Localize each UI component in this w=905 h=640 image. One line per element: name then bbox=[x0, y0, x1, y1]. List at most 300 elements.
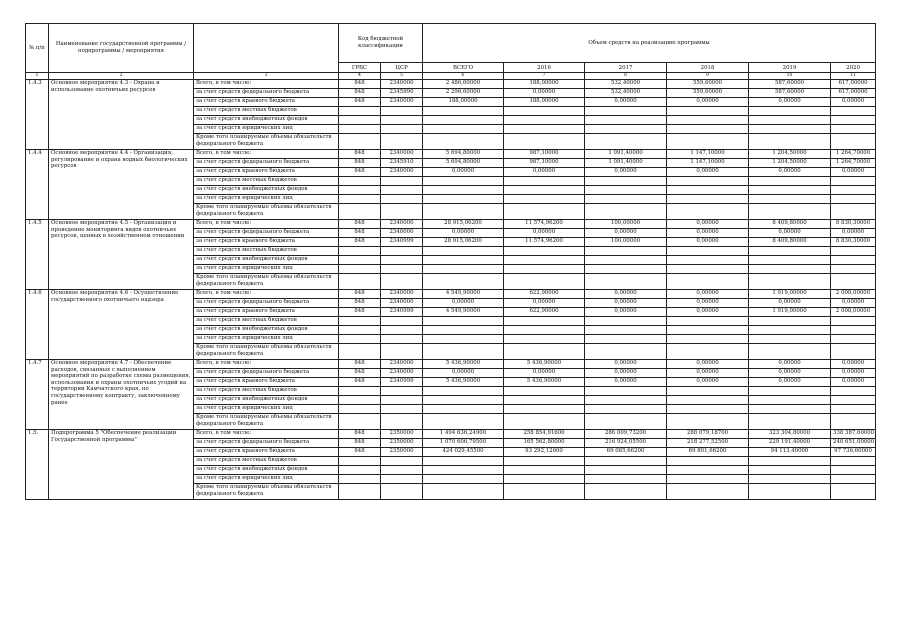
year-value: 0,00000 bbox=[585, 168, 667, 177]
empty-cell bbox=[831, 274, 876, 290]
grbs-code: 848 bbox=[339, 299, 381, 308]
funding-source-label: за счет средств юридических лиц bbox=[194, 265, 339, 274]
col-index: 7 bbox=[504, 73, 585, 80]
col-index: 6 bbox=[423, 73, 504, 80]
empty-cell bbox=[667, 247, 749, 256]
grbs-code: 848 bbox=[339, 168, 381, 177]
year-value: 987,10000 bbox=[504, 159, 585, 168]
empty-cell bbox=[749, 195, 831, 204]
empty-cell bbox=[585, 405, 667, 414]
grbs-code: 848 bbox=[339, 220, 381, 229]
empty-cell bbox=[339, 387, 381, 396]
empty-cell bbox=[504, 317, 585, 326]
empty-cell bbox=[585, 274, 667, 290]
empty-cell bbox=[423, 125, 504, 134]
empty-cell bbox=[504, 256, 585, 265]
year-value: 100,00000 bbox=[585, 220, 667, 229]
funding-source-label: за счет средств внебюджетных фондов bbox=[194, 396, 339, 405]
empty-cell bbox=[749, 116, 831, 125]
table-row bbox=[26, 430, 876, 439]
year-value: 229 191,40000 bbox=[749, 439, 831, 448]
empty-cell bbox=[585, 317, 667, 326]
section-name: Подпрограмма 5 "Обеспечение реализации Государственной программы" bbox=[49, 430, 194, 500]
empty-cell bbox=[667, 405, 749, 414]
year-value: 2 008,00000 bbox=[831, 290, 876, 299]
table-body bbox=[26, 24, 876, 500]
csr-code: 2340000 bbox=[381, 168, 423, 177]
empty-cell bbox=[749, 186, 831, 195]
year-value: 240 651,00000 bbox=[831, 439, 876, 448]
empty-cell bbox=[339, 177, 381, 186]
empty-cell bbox=[339, 116, 381, 125]
year-value: 0,00000 bbox=[585, 290, 667, 299]
col-index: 9 bbox=[667, 73, 749, 80]
year-value: 0,00000 bbox=[504, 229, 585, 238]
year-value: 0,00000 bbox=[831, 369, 876, 378]
empty-cell bbox=[749, 274, 831, 290]
empty-cell bbox=[585, 466, 667, 475]
year-value: 11 574,96200 bbox=[504, 238, 585, 247]
total-value: 4 549,90000 bbox=[423, 308, 504, 317]
empty-cell bbox=[667, 125, 749, 134]
empty-cell bbox=[749, 134, 831, 150]
csr-code: 2340000 bbox=[381, 80, 423, 89]
empty-cell bbox=[381, 186, 423, 195]
csr-code: 2340000 bbox=[381, 290, 423, 299]
year-value: 323 304,80000 bbox=[749, 430, 831, 439]
csr-code: 2340000 bbox=[381, 229, 423, 238]
empty-cell bbox=[381, 247, 423, 256]
empty-cell bbox=[831, 466, 876, 475]
total-value: 0,00000 bbox=[423, 369, 504, 378]
grbs-code: 848 bbox=[339, 360, 381, 369]
empty-cell bbox=[585, 247, 667, 256]
empty-cell bbox=[423, 326, 504, 335]
grbs-code: 848 bbox=[339, 439, 381, 448]
empty-cell bbox=[749, 475, 831, 484]
empty-cell bbox=[585, 475, 667, 484]
empty-cell bbox=[381, 475, 423, 484]
col-index: 1 bbox=[26, 73, 49, 80]
funding-source-label: Кроме того планируемые объемы обязательств федерального бюджета bbox=[194, 414, 339, 430]
empty-cell bbox=[504, 116, 585, 125]
empty-cell bbox=[749, 177, 831, 186]
funding-source-label: Всего, в том числе: bbox=[194, 220, 339, 229]
funding-source-label: за счет средств местных бюджетов bbox=[194, 317, 339, 326]
year-value: 0,00000 bbox=[585, 369, 667, 378]
empty-cell bbox=[381, 344, 423, 360]
header-budget-code: Код бюджетной классификации bbox=[339, 24, 423, 63]
year-value: 0,00000 bbox=[504, 369, 585, 378]
funding-source-label: Кроме того планируемые объемы обязательств федерального бюджета bbox=[194, 344, 339, 360]
empty-cell bbox=[667, 274, 749, 290]
funding-source-label: за счет средств местных бюджетов bbox=[194, 457, 339, 466]
year-value: 1 091,40000 bbox=[585, 150, 667, 159]
empty-cell bbox=[831, 335, 876, 344]
col-index: 2 bbox=[49, 73, 194, 80]
year-value: 587,60000 bbox=[749, 89, 831, 98]
funding-source-label: за счет средств юридических лиц bbox=[194, 125, 339, 134]
funding-source-label: за счет средств юридических лиц bbox=[194, 475, 339, 484]
empty-cell bbox=[749, 256, 831, 265]
year-value: 0,00000 bbox=[667, 369, 749, 378]
empty-cell bbox=[831, 107, 876, 116]
empty-cell bbox=[339, 396, 381, 405]
empty-cell bbox=[667, 457, 749, 466]
year-value: 69 085,66200 bbox=[585, 448, 667, 457]
empty-cell bbox=[585, 204, 667, 220]
year-value: 0,00000 bbox=[749, 98, 831, 107]
year-value: 216 924,05500 bbox=[585, 439, 667, 448]
csr-code: 2350000 bbox=[381, 430, 423, 439]
year-value: 338 387,60000 bbox=[831, 430, 876, 439]
csr-code: 2340999 bbox=[381, 238, 423, 247]
year-value: 0,00000 bbox=[585, 360, 667, 369]
csr-code: 2340000 bbox=[381, 369, 423, 378]
table-row bbox=[26, 220, 876, 229]
grbs-code: 848 bbox=[339, 89, 381, 98]
empty-cell bbox=[749, 125, 831, 134]
year-value: 587,60000 bbox=[749, 80, 831, 89]
empty-cell bbox=[749, 344, 831, 360]
funding-source-label: за счет средств местных бюджетов bbox=[194, 107, 339, 116]
empty-cell bbox=[749, 247, 831, 256]
funding-source-label: за счет средств внебюджетных фондов bbox=[194, 186, 339, 195]
empty-cell bbox=[585, 134, 667, 150]
year-value: 8 409,80000 bbox=[749, 238, 831, 247]
year-value: 0,00000 bbox=[667, 290, 749, 299]
empty-cell bbox=[381, 204, 423, 220]
year-value: 532,40000 bbox=[585, 80, 667, 89]
funding-source-label: за счет средств юридических лиц bbox=[194, 195, 339, 204]
empty-cell bbox=[585, 396, 667, 405]
empty-cell bbox=[381, 116, 423, 125]
header-row bbox=[26, 24, 876, 63]
empty-cell bbox=[667, 326, 749, 335]
csr-code: 2340999 bbox=[381, 378, 423, 387]
year-value: 0,00000 bbox=[667, 168, 749, 177]
section-number: 1.4.4 bbox=[26, 150, 49, 220]
year-value: 69 801,66200 bbox=[667, 448, 749, 457]
year-value: 0,00000 bbox=[585, 378, 667, 387]
empty-cell bbox=[585, 116, 667, 125]
empty-cell bbox=[381, 457, 423, 466]
section-number: 1.5. bbox=[26, 430, 49, 500]
header-csr: ЦСР bbox=[381, 63, 423, 73]
empty-cell bbox=[423, 265, 504, 274]
funding-source-label: за счет средств краевого бюджета bbox=[194, 448, 339, 457]
total-value: 0,00000 bbox=[423, 229, 504, 238]
section-number: 1.4.3 bbox=[26, 80, 49, 150]
empty-cell bbox=[423, 177, 504, 186]
year-value: 258 854,91600 bbox=[504, 430, 585, 439]
csr-code: 2340000 bbox=[381, 220, 423, 229]
col-index: 3 bbox=[194, 73, 339, 80]
year-value: 1 204,50000 bbox=[749, 150, 831, 159]
funding-source-label: за счет средств внебюджетных фондов bbox=[194, 256, 339, 265]
total-value: 28 915,06200 bbox=[423, 238, 504, 247]
empty-cell bbox=[339, 405, 381, 414]
empty-cell bbox=[749, 457, 831, 466]
empty-cell bbox=[749, 326, 831, 335]
empty-cell bbox=[423, 107, 504, 116]
year-value: 2 008,00000 bbox=[831, 308, 876, 317]
empty-cell bbox=[831, 265, 876, 274]
year-value: 5 436,90000 bbox=[504, 378, 585, 387]
col-index: 5 bbox=[381, 73, 423, 80]
header-total: ВСЕГО bbox=[423, 63, 504, 73]
empty-cell bbox=[831, 344, 876, 360]
empty-cell bbox=[423, 405, 504, 414]
year-value: 0,00000 bbox=[504, 299, 585, 308]
year-value: 1 204,50000 bbox=[749, 159, 831, 168]
empty-cell bbox=[667, 317, 749, 326]
empty-cell bbox=[504, 457, 585, 466]
year-value: 0,00000 bbox=[749, 168, 831, 177]
empty-cell bbox=[339, 107, 381, 116]
empty-cell bbox=[585, 414, 667, 430]
year-value: 559,60000 bbox=[667, 89, 749, 98]
empty-cell bbox=[423, 317, 504, 326]
empty-cell bbox=[831, 326, 876, 335]
year-value: 94 113,40000 bbox=[749, 448, 831, 457]
funding-source-label: Всего, в том числе: bbox=[194, 360, 339, 369]
total-value: 424 029,45500 bbox=[423, 448, 504, 457]
empty-cell bbox=[423, 274, 504, 290]
funding-source-label: за счет средств федерального бюджета bbox=[194, 89, 339, 98]
funding-source-label: Всего, в том числе: bbox=[194, 80, 339, 89]
funding-source-label: за счет средств местных бюджетов bbox=[194, 177, 339, 186]
year-value: 617,00000 bbox=[831, 89, 876, 98]
csr-code: 2345910 bbox=[381, 159, 423, 168]
total-value: 1 494 636,24900 bbox=[423, 430, 504, 439]
year-value: 0,00000 bbox=[831, 98, 876, 107]
col-index: 4 bbox=[339, 73, 381, 80]
year-value: 532,40000 bbox=[585, 89, 667, 98]
empty-cell bbox=[339, 475, 381, 484]
empty-cell bbox=[423, 484, 504, 500]
empty-cell bbox=[831, 247, 876, 256]
year-value: 0,00000 bbox=[504, 89, 585, 98]
year-value: 0,00000 bbox=[749, 299, 831, 308]
csr-code: 2345990 bbox=[381, 89, 423, 98]
section-name: Основное мероприятие 4.3 - Охрана и использование охотничьих ресурсов bbox=[49, 80, 194, 150]
empty-cell bbox=[339, 247, 381, 256]
empty-cell bbox=[831, 387, 876, 396]
funding-source-label: за счет средств юридических лиц bbox=[194, 335, 339, 344]
grbs-code: 848 bbox=[339, 290, 381, 299]
year-value: 165 562,80000 bbox=[504, 439, 585, 448]
year-value: 0,00000 bbox=[749, 229, 831, 238]
grbs-code: 848 bbox=[339, 238, 381, 247]
empty-cell bbox=[504, 134, 585, 150]
empty-cell bbox=[423, 186, 504, 195]
empty-cell bbox=[381, 326, 423, 335]
funding-source-label: за счет средств краевого бюджета bbox=[194, 168, 339, 177]
total-value: 4 549,90000 bbox=[423, 290, 504, 299]
empty-cell bbox=[381, 195, 423, 204]
grbs-code: 848 bbox=[339, 150, 381, 159]
year-value: 0,00000 bbox=[831, 229, 876, 238]
year-value: 1 264,70000 bbox=[831, 159, 876, 168]
year-value: 1 147,10000 bbox=[667, 159, 749, 168]
empty-cell bbox=[749, 405, 831, 414]
empty-cell bbox=[339, 195, 381, 204]
year-value: 0,00000 bbox=[831, 378, 876, 387]
year-value: 622,90000 bbox=[504, 290, 585, 299]
grbs-code: 848 bbox=[339, 229, 381, 238]
year-value: 100,00000 bbox=[585, 238, 667, 247]
empty-cell bbox=[423, 256, 504, 265]
header-year: 2016 bbox=[504, 63, 585, 73]
funding-source-label: Кроме того планируемые объемы обязательств федерального бюджета bbox=[194, 204, 339, 220]
budget-table bbox=[25, 23, 876, 500]
csr-code: 2340000 bbox=[381, 360, 423, 369]
year-value: 559,60000 bbox=[667, 80, 749, 89]
empty-cell bbox=[667, 484, 749, 500]
year-value: 0,00000 bbox=[831, 360, 876, 369]
empty-cell bbox=[339, 274, 381, 290]
empty-cell bbox=[339, 204, 381, 220]
empty-cell bbox=[504, 405, 585, 414]
empty-cell bbox=[831, 204, 876, 220]
empty-cell bbox=[749, 335, 831, 344]
col-index: 8 bbox=[585, 73, 667, 80]
year-value: 0,00000 bbox=[585, 308, 667, 317]
empty-cell bbox=[585, 484, 667, 500]
grbs-code: 848 bbox=[339, 308, 381, 317]
col-index: 10 bbox=[749, 73, 831, 80]
table-row bbox=[26, 80, 876, 89]
empty-cell bbox=[504, 265, 585, 274]
empty-cell bbox=[423, 134, 504, 150]
section-number: 1.4.5 bbox=[26, 220, 49, 290]
empty-cell bbox=[339, 457, 381, 466]
empty-cell bbox=[667, 414, 749, 430]
empty-cell bbox=[667, 396, 749, 405]
empty-cell bbox=[381, 107, 423, 116]
year-value: 0,00000 bbox=[667, 98, 749, 107]
funding-source-label: за счет средств внебюджетных фондов bbox=[194, 116, 339, 125]
funding-source-label: за счет средств внебюджетных фондов bbox=[194, 326, 339, 335]
empty-cell bbox=[831, 134, 876, 150]
empty-cell bbox=[504, 475, 585, 484]
empty-cell bbox=[381, 274, 423, 290]
section-number: 1.4.6 bbox=[26, 290, 49, 360]
empty-cell bbox=[667, 204, 749, 220]
empty-cell bbox=[423, 204, 504, 220]
funding-source-label: за счет средств краевого бюджета bbox=[194, 98, 339, 107]
year-value: 286 009,73200 bbox=[585, 430, 667, 439]
header-blank bbox=[194, 24, 339, 73]
year-value: 987,10000 bbox=[504, 150, 585, 159]
year-value: 8 409,80000 bbox=[749, 220, 831, 229]
empty-cell bbox=[504, 177, 585, 186]
empty-cell bbox=[423, 475, 504, 484]
empty-cell bbox=[381, 125, 423, 134]
empty-cell bbox=[339, 484, 381, 500]
year-value: 97 736,60000 bbox=[831, 448, 876, 457]
empty-cell bbox=[339, 186, 381, 195]
empty-cell bbox=[504, 344, 585, 360]
empty-cell bbox=[749, 317, 831, 326]
funding-source-label: за счет средств федерального бюджета bbox=[194, 229, 339, 238]
grbs-code: 848 bbox=[339, 448, 381, 457]
empty-cell bbox=[585, 177, 667, 186]
empty-cell bbox=[667, 265, 749, 274]
empty-cell bbox=[831, 317, 876, 326]
empty-cell bbox=[381, 396, 423, 405]
header-year: 2018 bbox=[667, 63, 749, 73]
empty-cell bbox=[831, 484, 876, 500]
empty-cell bbox=[749, 107, 831, 116]
header-name: Наименование государственной программы / подпрограммы / мероприятия bbox=[49, 24, 194, 73]
empty-cell bbox=[749, 484, 831, 500]
empty-cell bbox=[831, 116, 876, 125]
empty-cell bbox=[339, 326, 381, 335]
empty-cell bbox=[667, 186, 749, 195]
empty-cell bbox=[504, 247, 585, 256]
empty-cell bbox=[831, 125, 876, 134]
empty-cell bbox=[749, 396, 831, 405]
year-value: 0,00000 bbox=[831, 168, 876, 177]
grbs-code: 848 bbox=[339, 98, 381, 107]
year-value: 617,00000 bbox=[831, 80, 876, 89]
empty-cell bbox=[381, 414, 423, 430]
year-value: 1 264,70000 bbox=[831, 150, 876, 159]
csr-code: 2340000 bbox=[381, 299, 423, 308]
section-name: Основное мероприятие 4.5 - Организация и проведение мониторинга видов охотничьих ресурсов, ценных в хозяйственном отношении bbox=[49, 220, 194, 290]
empty-cell bbox=[381, 177, 423, 186]
csr-code: 2350000 bbox=[381, 448, 423, 457]
grbs-code: 848 bbox=[339, 430, 381, 439]
empty-cell bbox=[504, 186, 585, 195]
total-value: 0,00000 bbox=[423, 299, 504, 308]
funding-source-label: Всего, в том числе: bbox=[194, 430, 339, 439]
total-value: 5 694,80000 bbox=[423, 159, 504, 168]
funding-source-label: Кроме того планируемые объемы обязательств федерального бюджета bbox=[194, 274, 339, 290]
empty-cell bbox=[667, 466, 749, 475]
empty-cell bbox=[749, 387, 831, 396]
year-value: 0,00000 bbox=[667, 360, 749, 369]
empty-cell bbox=[749, 204, 831, 220]
total-value: 2 296,60000 bbox=[423, 89, 504, 98]
empty-cell bbox=[667, 116, 749, 125]
year-value: 0,00000 bbox=[585, 98, 667, 107]
empty-cell bbox=[504, 335, 585, 344]
header-year: 2020 bbox=[831, 63, 876, 73]
empty-cell bbox=[585, 326, 667, 335]
csr-code: 2350000 bbox=[381, 439, 423, 448]
year-value: 11 574,96200 bbox=[504, 220, 585, 229]
funding-source-label: Всего, в том числе: bbox=[194, 150, 339, 159]
empty-cell bbox=[585, 457, 667, 466]
empty-cell bbox=[381, 466, 423, 475]
funding-source-label: за счет средств местных бюджетов bbox=[194, 247, 339, 256]
funding-source-label: за счет средств федерального бюджета bbox=[194, 439, 339, 448]
empty-cell bbox=[667, 387, 749, 396]
table-row bbox=[26, 360, 876, 369]
empty-cell bbox=[339, 466, 381, 475]
year-value: 8 830,30000 bbox=[831, 238, 876, 247]
empty-cell bbox=[667, 344, 749, 360]
empty-cell bbox=[339, 256, 381, 265]
empty-cell bbox=[423, 414, 504, 430]
year-value: 622,90000 bbox=[504, 308, 585, 317]
empty-cell bbox=[504, 107, 585, 116]
funding-source-label: за счет средств федерального бюджета bbox=[194, 369, 339, 378]
funding-source-label: Кроме того планируемые объемы обязательств федерального бюджета bbox=[194, 134, 339, 150]
